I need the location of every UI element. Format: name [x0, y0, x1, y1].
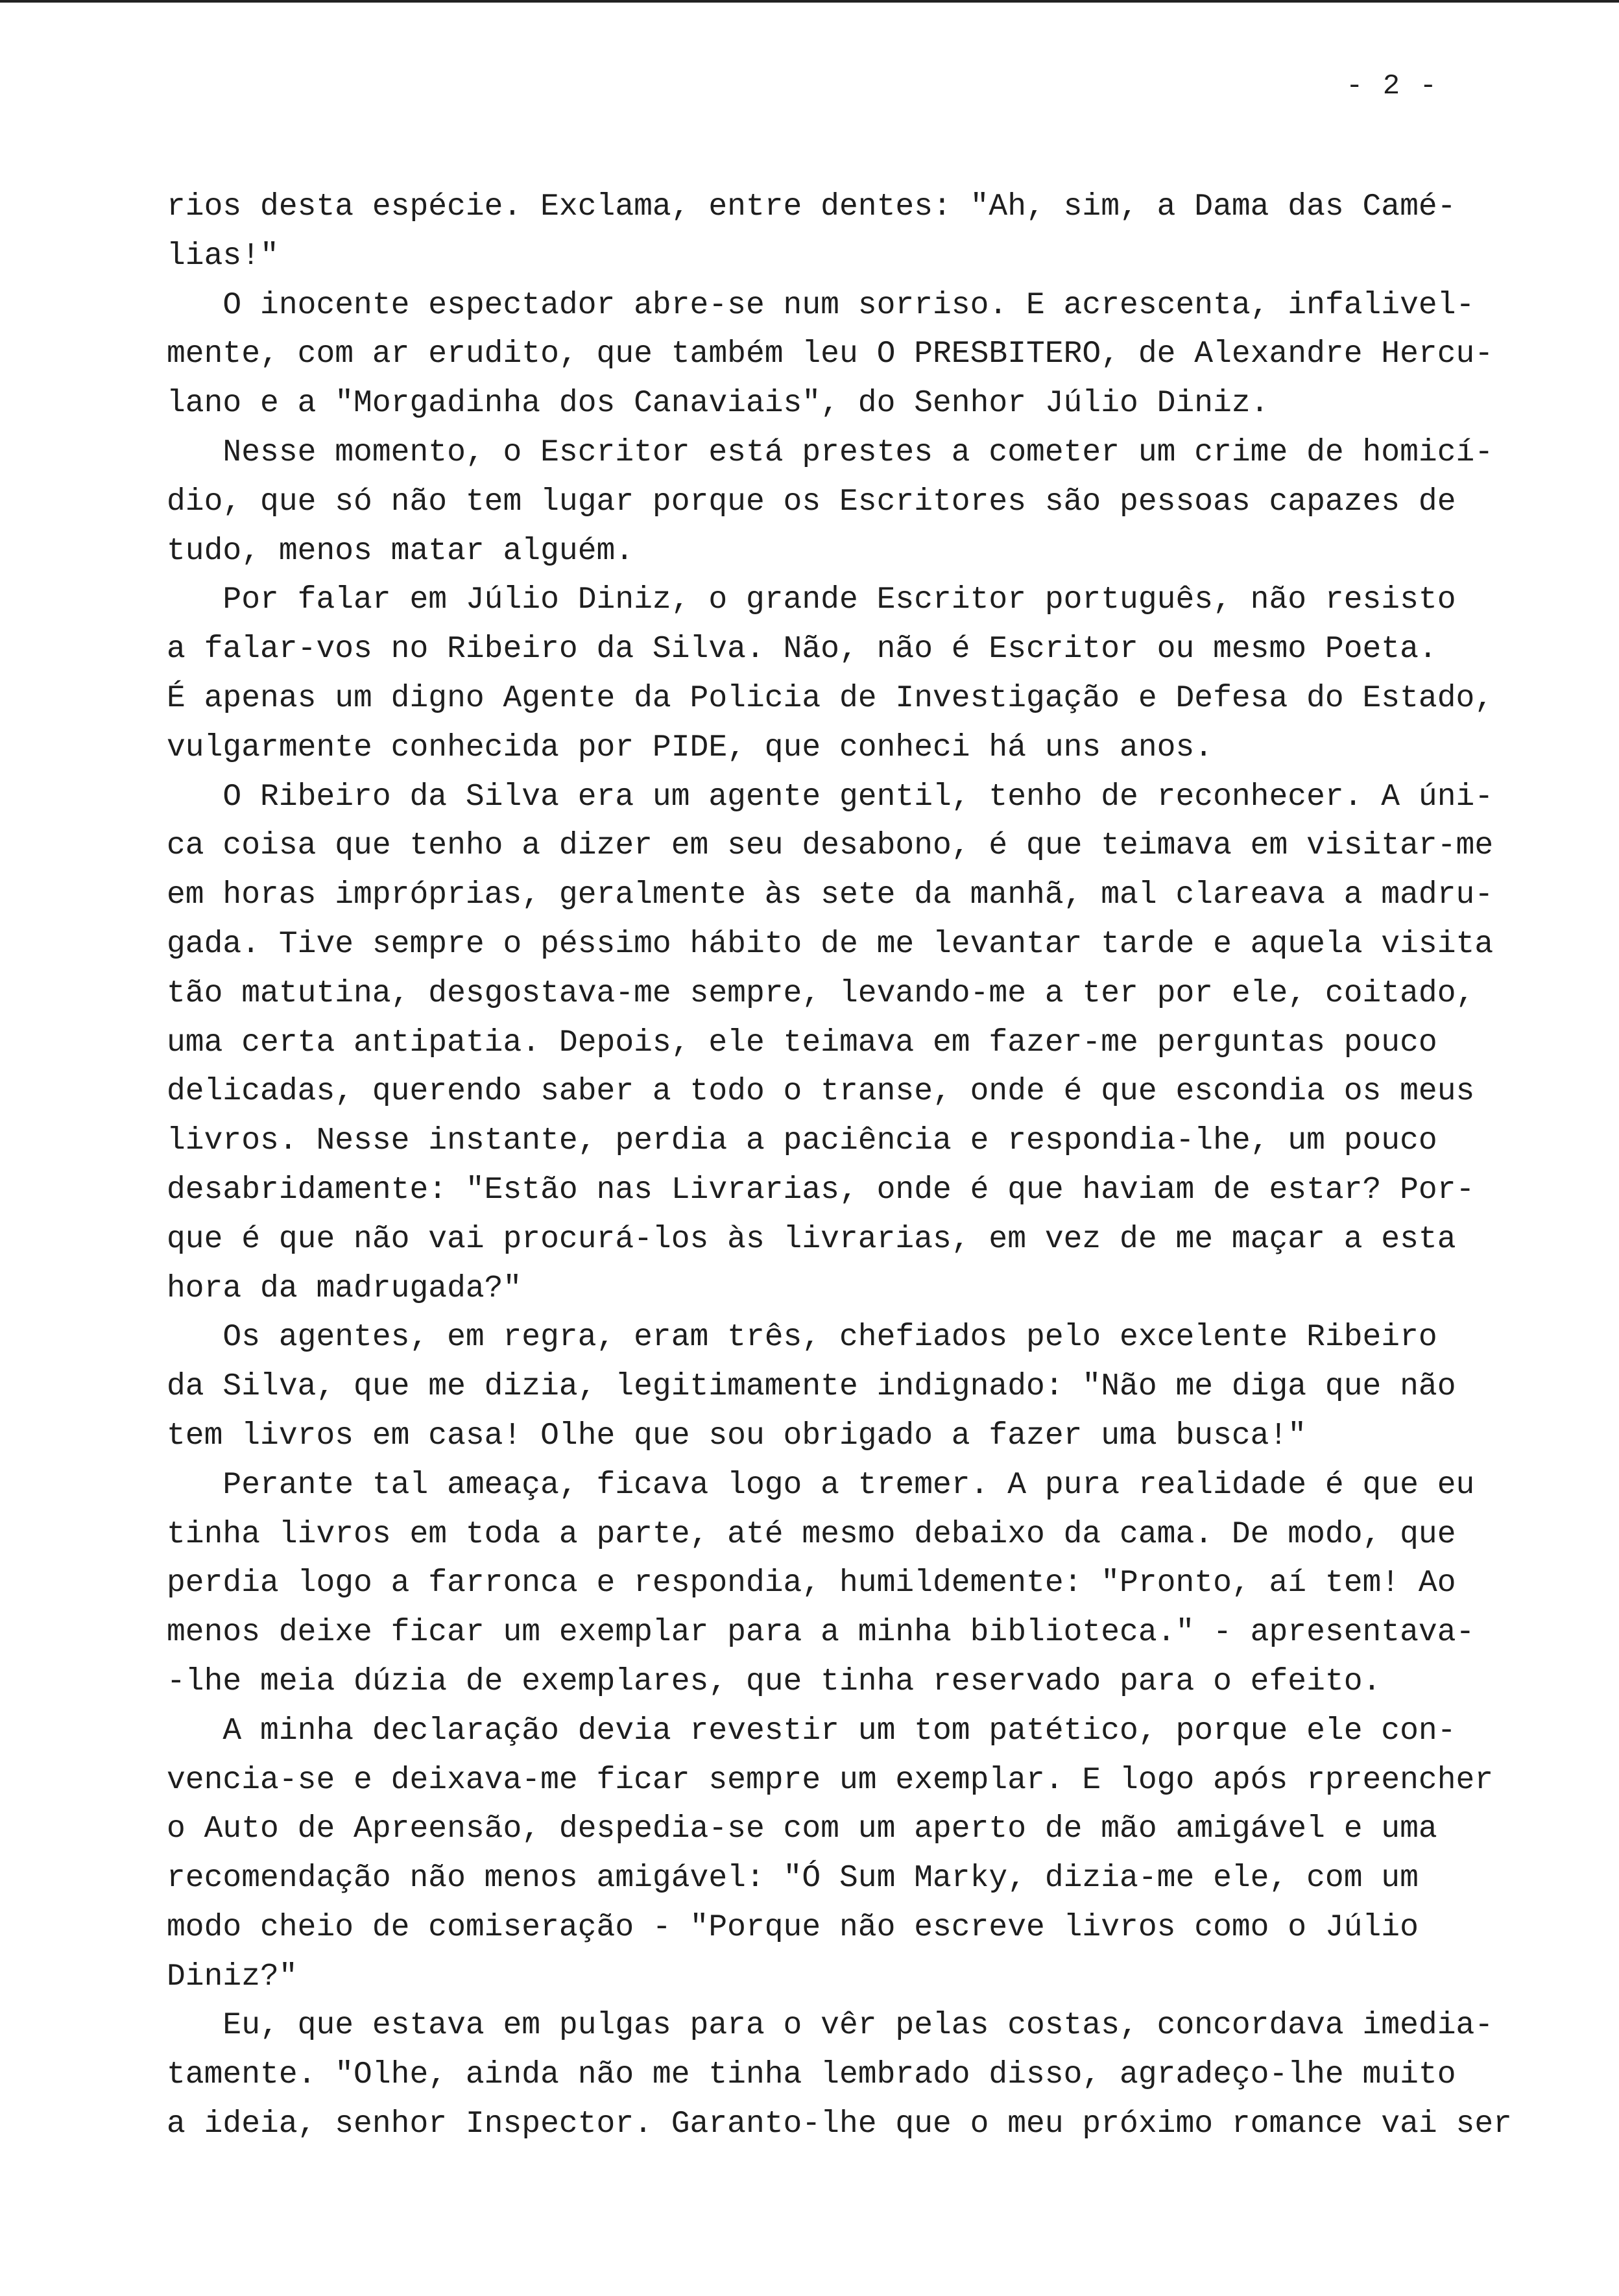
text-line: Perante tal ameaça, ficava logo a tremer. A pura realidade é que eu	[167, 1467, 1475, 1503]
text-line: vulgarmente conhecida por PIDE, que conheci há uns anos.	[167, 730, 1214, 765]
text-line: É apenas um digno Agente da Policia de Investigação e Defesa do Estado,	[167, 680, 1494, 716]
text-line: desabridamente: "Estão nas Livrarias, onde é que haviam de estar? Por-	[167, 1172, 1475, 1208]
text-line: lano e a "Morgadinha dos Canaviais", do Senhor Júlio Diniz.	[167, 386, 1269, 422]
text-line: delicadas, querendo saber a todo o transe, onde é que escondia os meus	[167, 1074, 1475, 1110]
text-line: ca coisa que tenho a dizer em seu desabono, é que teimava em visitar-me	[167, 828, 1494, 864]
text-line: mente, com ar erudito, que também leu O PRESBITERO, de Alexandre Hercu-	[167, 337, 1494, 372]
text-line: tem livros em casa! Olhe que sou obrigado a fazer uma busca!"	[167, 1418, 1307, 1453]
text-line: tinha livros em toda a parte, até mesmo debaixo da cama. De modo, que	[167, 1516, 1456, 1552]
text-line: tamente. "Olhe, ainda não me tinha lembrado disso, agradeço-lhe muito	[167, 2057, 1456, 2093]
text-line: Diniz?"	[167, 1959, 298, 1994]
text-line: Eu, que estava em pulgas para o vêr pelas costas, concordava imedia-	[167, 2008, 1494, 2044]
text-line: vencia-se e deixava-me ficar sempre um exemplar. E logo após rpreencher	[167, 1762, 1494, 1798]
text-line: O inocente espectador abre-se num sorriso. E acrescenta, infalivel-	[167, 287, 1475, 323]
text-line: livros. Nesse instante, perdia a paciência e respondia-lhe, um pouco	[167, 1123, 1437, 1159]
text-line: perdia logo a farronca e respondia, humildemente: "Pronto, aí tem! Ao	[167, 1566, 1456, 1601]
text-line: tudo, menos matar alguém.	[167, 533, 634, 569]
text-line: da Silva, que me dizia, legitimamente indignado: "Não me diga que não	[167, 1369, 1456, 1405]
text-line: uma certa antipatia. Depois, ele teimava em fazer-me perguntas pouco	[167, 1025, 1437, 1060]
text-line: lias!"	[167, 238, 279, 274]
text-line: a falar-vos no Ribeiro da Silva. Não, não é Escritor ou mesmo Poeta.	[167, 632, 1437, 667]
text-line: hora da madrugada?"	[167, 1271, 522, 1306]
document-body	[167, 183, 1594, 2149]
text-line: A minha declaração devia revestir um tom patético, porque ele con-	[167, 1713, 1456, 1749]
text-line: Nesse momento, o Escritor está prestes a cometer um crime de homicí-	[167, 435, 1494, 470]
text-line: a ideia, senhor Inspector. Garanto-lhe que o meu próximo romance vai ser	[167, 2107, 1512, 2142]
text-line: rios desta espécie. Exclama, entre dentes: "Ah, sim, a Dama das Camé-	[167, 189, 1456, 224]
text-line: tão matutina, desgostava-me sempre, levando-me a ter por ele, coitado,	[167, 975, 1475, 1011]
text-line: Os agentes, em regra, eram três, chefiados pelo excelente Ribeiro	[167, 1320, 1437, 1356]
text-line: em horas impróprias, geralmente às sete da manhã, mal clareava a madru-	[167, 878, 1494, 913]
top-border-rule	[0, 0, 1619, 3]
text-line: recomendação não menos amigável: "Ó Sum Marky, dizia-me ele, com um	[167, 1861, 1419, 1896]
text-line: modo cheio de comiseração - "Porque não escreve livros como o Júlio	[167, 1909, 1419, 1945]
text-line: menos deixe ficar um exemplar para a minha biblioteca." - apresentava-	[167, 1615, 1475, 1651]
text-line: gada. Tive sempre o péssimo hábito de me levantar tarde e aquela visita	[167, 926, 1494, 962]
text-line: que é que não vai procurá-los às livrarias, em vez de me maçar a esta	[167, 1221, 1456, 1257]
page-number: - 2 -	[1346, 70, 1439, 102]
text-line: dio, que só não tem lugar porque os Escritores são pessoas capazes de	[167, 484, 1456, 520]
text-line: O Ribeiro da Silva era um agente gentil, tenho de reconhecer. A úni-	[167, 779, 1494, 815]
text-line: o Auto de Apreensão, despedia-se com um aperto de mão amigável e uma	[167, 1812, 1437, 1847]
text-line: Por falar em Júlio Diniz, o grande Escritor português, não resisto	[167, 582, 1456, 618]
text-line: -lhe meia dúzia de exemplares, que tinha reservado para o efeito.	[167, 1664, 1382, 1699]
